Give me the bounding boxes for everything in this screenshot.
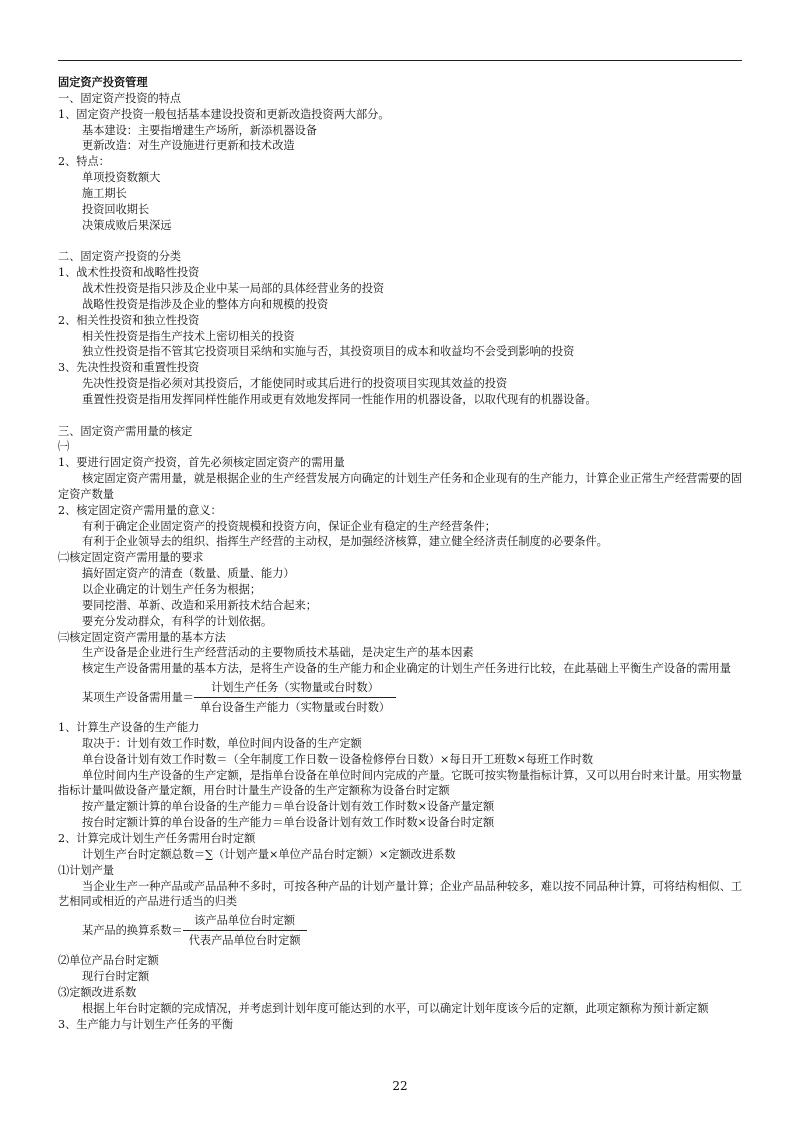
paragraph: 1、战术性投资和战略性投资: [58, 266, 200, 280]
header-rule: [58, 60, 742, 61]
formula-numerator: 该产品单位台时定额: [194, 914, 295, 928]
list-item: 单台设备计划有效工作时数＝（全年制度工作日数－设备检修停台日数）×每日开工班数×每班工作时数: [82, 752, 594, 766]
list-item: 有利于确定企业固定资产的投资规模和投资方向，保证企业有稳定的生产经营条件；: [82, 519, 496, 533]
paragraph: 2、相关性投资和独立性投资: [58, 313, 200, 327]
formula-lhs: 某项生产设备需用量＝: [82, 690, 194, 704]
paragraph: 2、特点：: [58, 155, 110, 169]
list-item: 按产量定额计算的单台设备的生产能力＝单台设备计划有效工作时数×设备产量定额: [82, 800, 495, 814]
list-item: 决策成败后果深远: [82, 218, 172, 232]
list-item: 按台时定额计算的单台设备的生产能力＝单台设备计划有效工作时数×设备台时定额: [82, 816, 495, 830]
list-item: 独立性投资是指不管其它投资项目采纳和实施与否，其投资项目的成本和收益均不会受到影响的投资: [82, 345, 575, 359]
paragraph: ⑴计划产量: [58, 863, 114, 877]
paragraph: 3、先决性投资和重置性投资: [58, 361, 200, 375]
list-item: 计划生产台时定额总数＝∑（计划产量×单位产品台时定额）×定额改进系数: [82, 847, 456, 861]
section-3-heading: 三、固定资产需用量的核定: [58, 424, 193, 438]
formula-denominator: 单台设备生产能力（实物量或台时数）: [199, 701, 391, 715]
list-item: 搞好固定资产的清查（数量、质量、能力）: [82, 567, 295, 581]
list-item: 先决性投资是指必须对其投资后，才能使同时或其后进行的投资项目实现其效益的投资: [82, 377, 508, 391]
list-item: 基本建设：主要指增建生产场所，新添机器设备: [82, 123, 317, 137]
list-item: 相关性投资是指生产技术上密切相关的投资: [82, 329, 295, 343]
list-item: 战略性投资是指涉及企业的整体方向和规模的投资: [82, 297, 329, 311]
formula-lhs: 某产品的换算系数＝: [82, 923, 183, 937]
list-item: 要同挖潜、革新、改造和采用新技术结合起来；: [82, 598, 317, 612]
formula-denominator: 代表产品单位台时定额: [188, 934, 301, 948]
list-item: 重置性投资是指用发挥同样性能作用或更有效地发挥同一性能作用的机器设备，以取代现有的机器设备。: [82, 392, 597, 406]
paragraph: 2、计算完成计划生产任务需用台时定额: [58, 831, 256, 845]
list-item: 战术性投资是指只涉及企业中某一局部的具体经营业务的投资: [82, 281, 385, 295]
list-item: 取决于：计划有效工作时数，单位时间内设备的生产定额: [82, 736, 362, 750]
document-body: [58, 75, 744, 1032]
list-item: 投资回收期长: [82, 202, 150, 216]
formula-equipment-demand: [82, 678, 744, 717]
list-item: 单项投资数额大: [82, 171, 161, 185]
paragraph: 核定生产设备需用量的基本方法，是将生产设备的生产能力和企业确定的计划生产任务进行比较，在此基础上平衡生产设备的需用量: [82, 662, 731, 676]
section-1-heading: 一、固定资产投资的特点: [58, 91, 182, 105]
list-item: 更新改造：对生产设施进行更新和技术改造: [82, 139, 295, 153]
paragraph: ⑶定额改进系数: [58, 985, 137, 999]
list-item: 现行台时定额: [82, 970, 150, 984]
paragraph: 1、要进行固定资产投资，首先必须核定固定资产的需用量: [58, 456, 345, 470]
paragraph: 核定固定资产需用量，就是根据企业的生产经营发展方向确定的计划生产任务和企业现有的生产能力，计算企业正常生产经营需要的固定资产数量: [58, 472, 743, 501]
paragraph: 3、生产能力与计划生产任务的平衡: [58, 1017, 233, 1031]
subsection-marker: ㈠: [58, 440, 70, 454]
list-item: 以企业确定的计划生产任务为根据；: [82, 583, 262, 596]
list-item: 施工期长: [82, 186, 127, 200]
section-2-heading: 二、固定资产投资的分类: [58, 250, 182, 264]
list-item: 要充分发动群众，有科学的计划依据。: [82, 614, 273, 628]
subsection-heading: ㈡核定固定资产需用量的要求: [58, 551, 204, 565]
paragraph: 单位时间内生产设备的生产定额，是指单台设备在单位时间内完成的产量。它既可按实物量指标计算，又可以用台时来计量。用实物量指标计量叫做设备产量定额，用台时计量生产设备的生产定额称为设备台时定额: [58, 768, 743, 798]
paragraph: 2、核定固定资产需用量的意义：: [58, 503, 222, 517]
paragraph: 根据上年台时定额的完成情况，并考虑到计划年度可能达到的水平，可以确定计划年度该今后的定额，此项定额称为预计新定额: [82, 1001, 709, 1015]
page-number: 22: [392, 1079, 408, 1093]
list-item: 有利于企业领导去的组织、指挥生产经营的主动权，是加强经济核算，建立健全经济责任制度的必要条件。: [82, 535, 608, 549]
paragraph: 1、固定资产投资一般包括基本建设投资和更新改造投资两大部分。: [58, 107, 390, 121]
paragraph: 当企业生产一种产品或产品品种不多时，可按各种产品的计划产量计算；企业产品品种较多，难以按不同品种计算，可将结构相似、工艺相同或相近的产品进行适当的归类: [58, 879, 743, 909]
formula-numerator: 计划生产任务（实物量或台时数）: [211, 681, 379, 695]
subsection-heading: ㈢核定固定资产需用量的基本方法: [58, 630, 226, 644]
paragraph: 生产设备是企业进行生产经营活动的主要物质技术基础，是决定生产的基本因素: [82, 646, 474, 660]
formula-conversion-coefficient: [82, 911, 744, 950]
paragraph: 1、计算生产设备的生产能力: [58, 721, 200, 735]
page-title: 固定资产投资管理: [58, 75, 148, 89]
paragraph: ⑵单位产品台时定额: [58, 954, 159, 968]
